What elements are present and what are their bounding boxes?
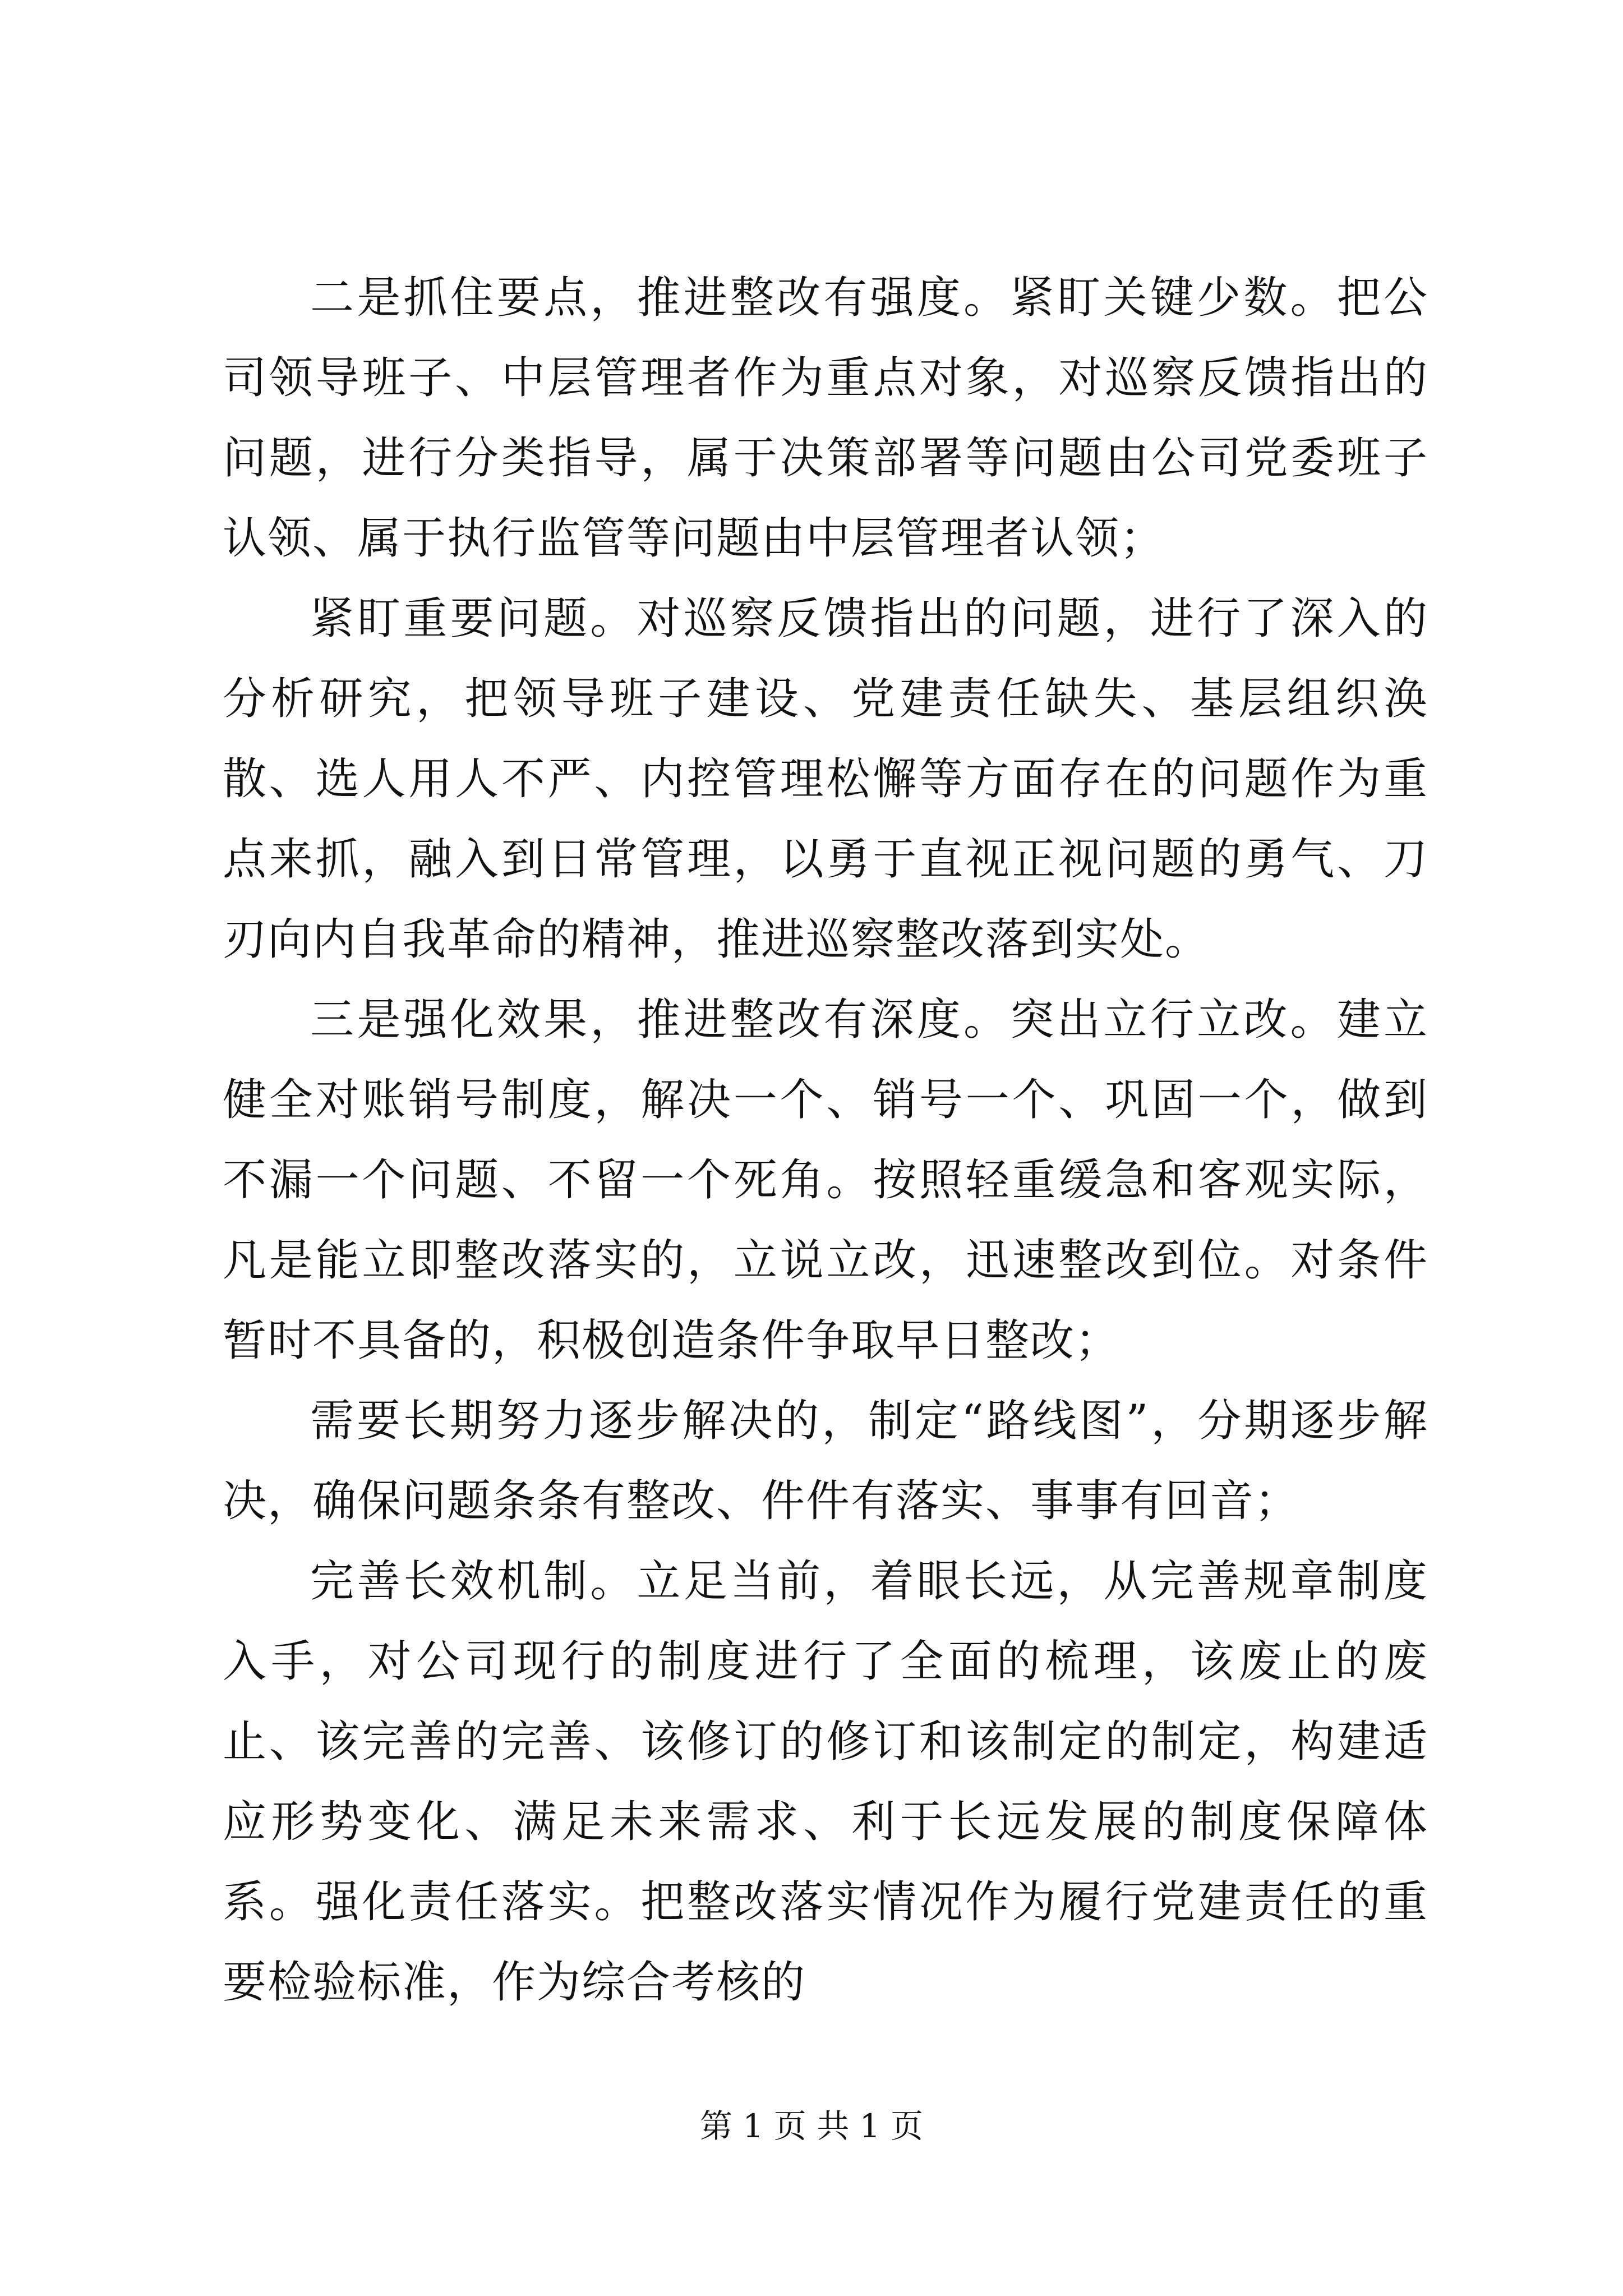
paragraph-3: 三是强化效果，推进整改有深度。突出立行立改。建立健全对账销号制度，解决一个、销号一个、巩固一个，做到不漏一个问题、不留一个死角。按照轻重缓急和客观实际，凡是能立即整改落实的，立说立改，迅速整改到位。对条件暂时不具备的，积极创造条件争取早日整改； xyxy=(223,995,1428,1366)
page-footer: 第 1 页 共 1 页 xyxy=(700,2107,923,2145)
paragraph-5: 完善长效机制。立足当前，着眼长远，从完善规章制度入手，对公司现行的制度进行了全面的梳理，该废止的废止、该完善的完善、该修订的修订和该制定的制定，构建适应形势变化、满足未来需求、利于长远发展的制度保障体系。强化责任落实。把整改落实情况作为履行党建责任的重要检验标准，作为综合考核的 xyxy=(223,1556,1428,2008)
document-body xyxy=(223,258,1428,2023)
paragraph-2: 紧盯重要问题。对巡察反馈指出的问题，进行了深入的分析研究，把领导班子建设、党建责任缺失、基层组织涣散、选人用人不严、内控管理松懈等方面存在的问题作为重点来抓，融入到日常管理，以勇于直视正视问题的勇气、刀刃向内自我革命的精神，推进巡察整改落到实处。 xyxy=(223,593,1428,965)
paragraph-1: 二是抓住要点，推进整改有强度。紧盯关键少数。把公司领导班子、中层管理者作为重点对象，对巡察反馈指出的问题，进行分类指导，属于决策部署等问题由公司党委班子认领、属于执行监管等问题由中层管理者认领； xyxy=(223,273,1428,564)
paragraph-4: 需要长期努力逐步解决的，制定“路线图”，分期逐步解决，确保问题条条有整改、件件有落实、事事有回音； xyxy=(223,1396,1428,1526)
